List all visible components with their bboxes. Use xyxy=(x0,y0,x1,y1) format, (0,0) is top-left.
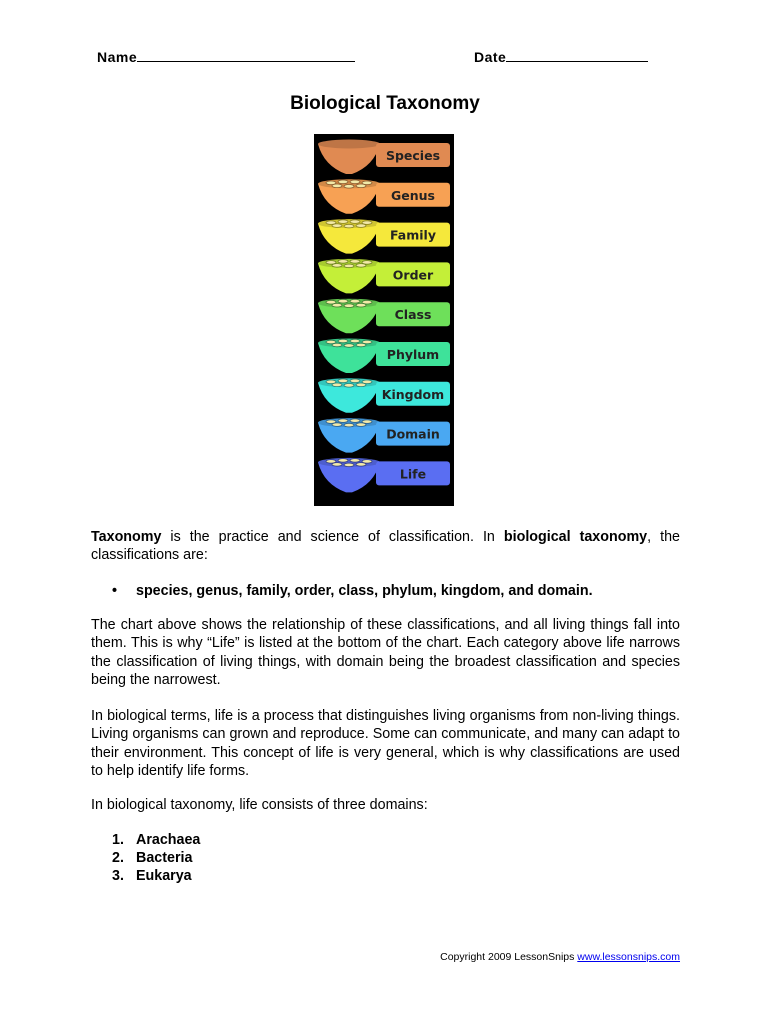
domain-label: Bacteria xyxy=(136,850,193,866)
funnel-opening xyxy=(344,344,354,348)
funnel-opening xyxy=(350,419,360,423)
funnel-opening xyxy=(350,299,360,303)
funnel-opening xyxy=(332,463,342,467)
list-item xyxy=(112,867,200,885)
funnel-opening xyxy=(356,264,366,268)
taxonomy-funnel-chart xyxy=(314,134,454,506)
funnel-opening xyxy=(344,463,354,467)
date-blank-line[interactable] xyxy=(506,49,648,62)
level-label: Domain xyxy=(386,426,440,442)
list-number: 3. xyxy=(112,868,124,884)
domains-intro-paragraph: In biological taxonomy, life consists of three domains: xyxy=(91,797,428,813)
chart-explanation-paragraph: The chart above shows the relationship of these classifications, and all living things fall into them. This is why “Life” is listed at the bottom of the chart. Each category above life narrows the classification of living things, with domain being the broadest classification and species being the narrowest. xyxy=(91,617,680,688)
list-number: 2. xyxy=(112,850,124,866)
copyright-footer xyxy=(440,951,680,963)
funnel-opening xyxy=(356,224,366,228)
funnel-opening xyxy=(338,180,348,184)
funnel-opening xyxy=(338,459,348,463)
domain-label: Arachaea xyxy=(136,832,201,848)
page-title: Biological Taxonomy xyxy=(290,93,480,114)
funnel-opening xyxy=(350,459,360,463)
level-label: Family xyxy=(390,227,436,243)
name-label: Name xyxy=(97,49,138,65)
level-label: Life xyxy=(399,466,427,482)
lessonsnips-link[interactable]: www.lessonsnips.com xyxy=(577,951,680,963)
level-label: Genus xyxy=(391,187,435,203)
funnel-opening xyxy=(344,185,354,189)
term-biological-taxonomy: biological taxonomy xyxy=(503,529,648,545)
funnel-opening xyxy=(350,379,360,383)
level-label: Kingdom xyxy=(381,386,445,402)
funnel-opening xyxy=(338,339,348,343)
funnel-rim xyxy=(318,140,380,149)
funnel-opening xyxy=(338,220,348,224)
funnel-opening xyxy=(344,423,354,427)
name-field[interactable] xyxy=(97,49,355,65)
term-taxonomy: Taxonomy xyxy=(91,529,162,545)
funnel-opening xyxy=(356,303,366,307)
funnel-opening xyxy=(344,224,354,228)
funnel-opening xyxy=(332,423,342,427)
funnel-opening xyxy=(332,224,342,228)
funnel-opening xyxy=(356,463,366,467)
funnel-opening xyxy=(344,304,354,308)
funnel-opening xyxy=(344,264,354,268)
level-label: Phylum xyxy=(386,347,440,362)
list-number: 1. xyxy=(112,832,124,848)
bullet-text: species, genus, family, order, class, phylum, kingdom, and domain. xyxy=(136,583,593,599)
funnel-opening xyxy=(344,384,354,388)
domains-list xyxy=(112,831,200,885)
domain-label: Eukarya xyxy=(136,868,192,884)
funnel-opening xyxy=(332,383,342,387)
level-label: Class xyxy=(394,307,432,323)
funnel-opening xyxy=(338,419,348,423)
funnel-opening xyxy=(332,343,342,347)
funnel-opening xyxy=(350,339,360,343)
copyright-text: Copyright 2009 LessonSnips xyxy=(440,951,578,963)
life-definition-paragraph: In biological terms, life is a process that distinguishes living organisms from non-living things. Living organisms can grown and reproduce. Some can communicate, and many can adapt to their environment. This concept of life is very general, which is why classifications are used to help identify life forms. xyxy=(91,708,680,779)
funnel-opening xyxy=(332,184,342,188)
date-label: Date xyxy=(474,49,507,65)
intro-paragraph xyxy=(91,528,680,565)
funnel-opening xyxy=(338,260,348,264)
funnel-opening xyxy=(350,260,360,264)
funnel-opening xyxy=(332,264,342,268)
list-item xyxy=(112,849,200,867)
funnel-opening xyxy=(356,383,366,387)
funnel-opening xyxy=(356,184,366,188)
date-field[interactable] xyxy=(474,49,648,65)
funnel-opening xyxy=(356,423,366,427)
list-item xyxy=(112,831,200,849)
level-label: Order xyxy=(392,267,434,283)
funnel-opening xyxy=(356,343,366,347)
funnel-opening xyxy=(350,180,360,184)
funnel-opening xyxy=(350,220,360,224)
funnel-opening xyxy=(338,299,348,303)
bullet-dot: • xyxy=(112,583,118,599)
funnel-opening xyxy=(338,379,348,383)
intro-text-2: , the classifications are: xyxy=(91,529,680,564)
funnel-opening xyxy=(332,303,342,307)
level-label: Species xyxy=(385,148,441,163)
name-blank-line[interactable] xyxy=(137,49,355,62)
intro-text-1: is the practice and science of classification. In xyxy=(161,529,504,545)
